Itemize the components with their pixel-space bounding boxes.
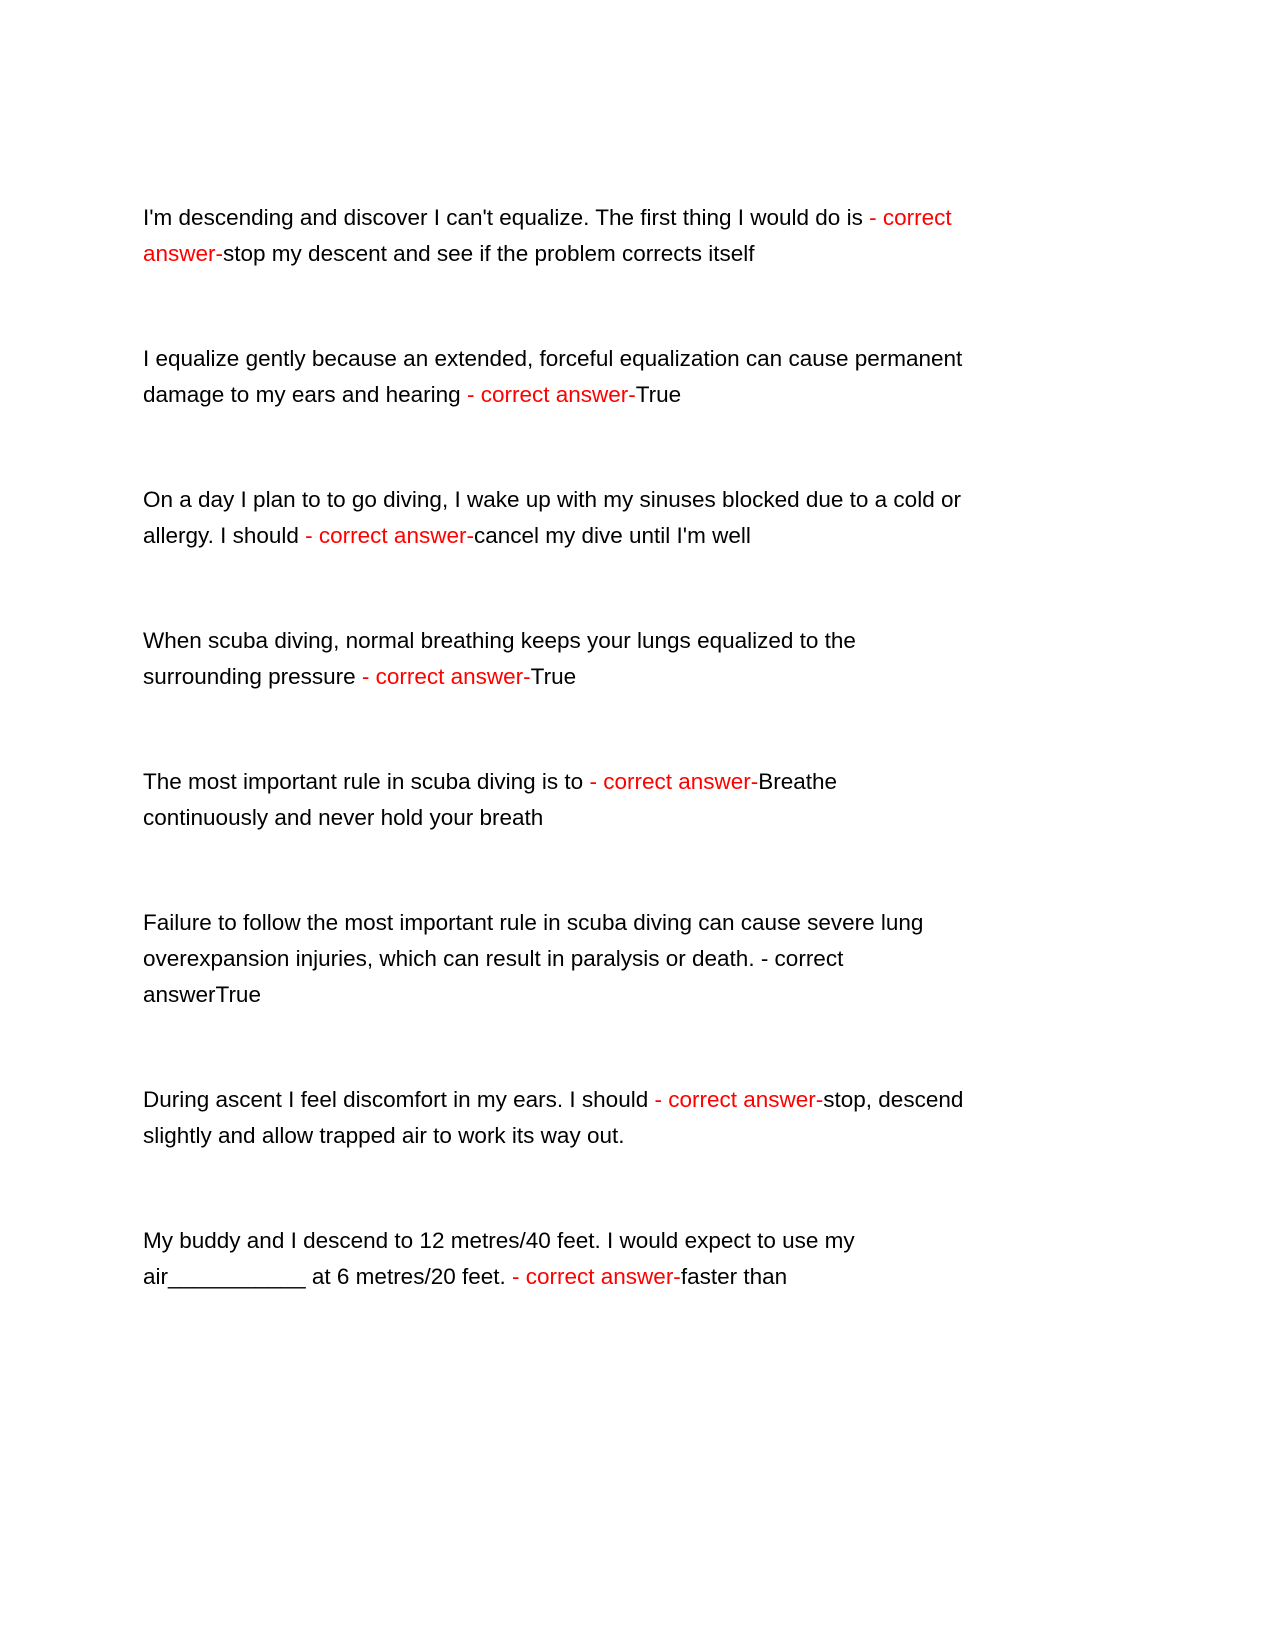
text-line: [143, 623, 856, 659]
text-segment: faster than: [680, 1264, 788, 1289]
text-line: [143, 941, 923, 977]
text-segment: My buddy and I descend to 12 metres/40 feet. I would expect to use my: [143, 1228, 855, 1253]
text-line: [143, 200, 952, 236]
text-segment: When scuba diving, normal breathing keeps your lungs equalized to the: [143, 628, 856, 653]
text-line: [143, 236, 952, 272]
text-line: [143, 800, 837, 836]
text-line: [143, 518, 961, 554]
correct-answer-marker: - correct answer-: [305, 523, 474, 548]
text-line: [143, 1259, 855, 1295]
text-line: [143, 482, 961, 518]
text-segment: stop my descent and see if the problem corrects itself: [223, 241, 755, 266]
question-answer-paragraph: [143, 482, 961, 554]
text-segment: Failure to follow the most important rule in scuba diving can cause severe lung: [143, 910, 924, 935]
text-segment: The most important rule in scuba diving is to: [143, 769, 590, 794]
text-segment: cancel my dive until I'm well: [473, 523, 751, 548]
correct-answer-marker: - correct answer-: [589, 769, 759, 794]
text-segment: continuously and never hold your breath: [143, 805, 544, 830]
text-line: [143, 659, 856, 695]
text-segment: air___________ at 6 metres/20 feet.: [143, 1264, 513, 1289]
text-segment: overexpansion injuries, which can result in paralysis or death. - correct: [143, 946, 844, 971]
correct-answer-marker: - correct answer-: [512, 1264, 681, 1289]
text-segment: I'm descending and discover I can't equalize. The first thing I would do is: [143, 205, 870, 230]
correct-answer-marker: - correct answer-: [466, 382, 636, 407]
text-line: [143, 1223, 855, 1259]
text-line: [143, 905, 923, 941]
correct-answer-marker: - correct: [869, 205, 952, 230]
correct-answer-marker: - correct answer-: [654, 1087, 824, 1112]
text-segment: I equalize gently because an extended, forceful equalization can cause permanent: [143, 346, 963, 371]
text-segment: True: [635, 382, 682, 407]
text-line: [143, 977, 923, 1013]
question-answer-paragraph: [143, 905, 923, 1013]
text-segment: answerTrue: [143, 982, 261, 1007]
text-segment: damage to my ears and hearing: [143, 382, 467, 407]
text-line: [143, 377, 962, 413]
question-answer-paragraph: [143, 1223, 855, 1295]
question-answer-paragraph: [143, 200, 952, 272]
text-line: [143, 1118, 963, 1154]
question-answer-paragraph: [143, 341, 962, 413]
text-line: [143, 1082, 963, 1118]
text-segment: True: [530, 664, 577, 689]
text-line: [143, 341, 962, 377]
text-segment: During ascent I feel discomfort in my ears. I should: [143, 1087, 655, 1112]
text-line: [143, 764, 837, 800]
question-answer-paragraph: [143, 764, 837, 836]
text-segment: slightly and allow trapped air to work its way out.: [143, 1123, 625, 1148]
correct-answer-marker: - correct answer-: [361, 664, 531, 689]
text-segment: stop, descend: [823, 1087, 964, 1112]
text-segment: allergy. I should: [143, 523, 306, 548]
question-answer-paragraph: [143, 623, 856, 695]
question-answer-paragraph: [143, 1082, 963, 1154]
correct-answer-marker: answer-: [143, 241, 224, 266]
text-segment: On a day I plan to to go diving, I wake up with my sinuses blocked due to a cold or: [143, 487, 961, 512]
text-segment: Breathe: [758, 769, 838, 794]
text-segment: surrounding pressure: [143, 664, 362, 689]
